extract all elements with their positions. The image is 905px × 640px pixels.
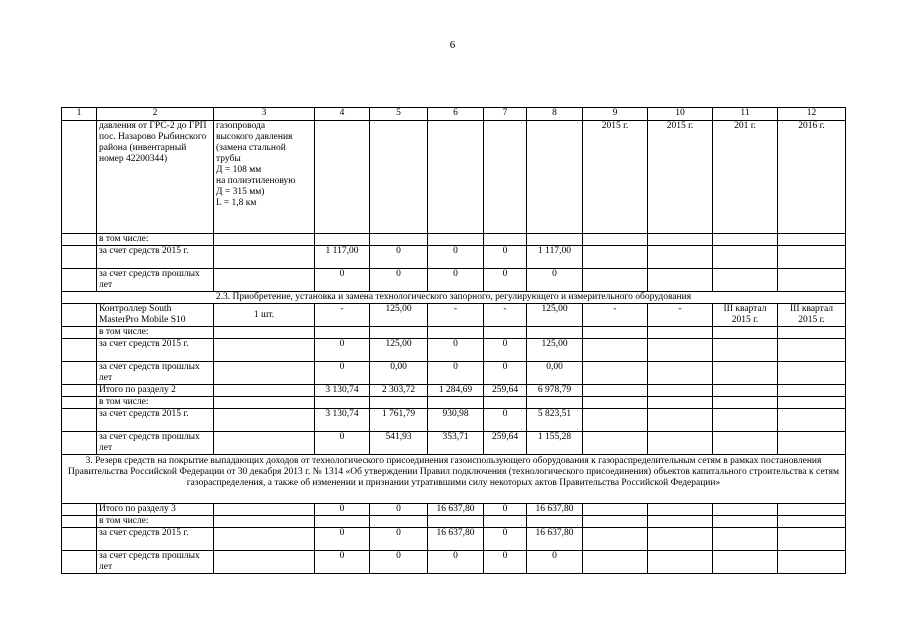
row-label: за счет средств 2015 г. (97, 409, 214, 432)
row-label: за счет средств 2015 г. (97, 339, 214, 362)
table-row (62, 339, 846, 362)
investment-table (61, 107, 846, 574)
table-cell: 0 (315, 432, 370, 455)
table-cell: 16 637,80 (428, 504, 484, 516)
table-cell: 16 637,80 (527, 504, 583, 516)
table-cell: 0 (428, 551, 484, 574)
table-cell: 0 (484, 269, 527, 292)
column-header: 7 (484, 108, 527, 121)
table-cell (370, 121, 428, 234)
table-cell: 6 978,79 (527, 385, 583, 397)
column-header: 9 (583, 108, 648, 121)
table-row (62, 327, 846, 339)
table-cell: 125,00 (370, 304, 428, 327)
table-cell: 1 155,28 (527, 432, 583, 455)
row-label: в том числе: (97, 234, 214, 246)
table-cell: 0 (315, 339, 370, 362)
table-cell: - (484, 304, 527, 327)
table-cell: 1 шт. (214, 304, 315, 327)
object-name-cell: Контроллер South MasterPro Mobile S10 (97, 304, 214, 327)
column-header: 5 (370, 108, 428, 121)
table-cell: 0 (370, 246, 428, 269)
description-line: газопровода (216, 121, 266, 131)
object-description-cell (214, 121, 315, 234)
table-cell: 2016 г. (778, 121, 846, 234)
description-line: Д = 108 мм (216, 165, 262, 175)
table-cell (315, 121, 370, 234)
table-row (62, 528, 846, 551)
column-header: 3 (214, 108, 315, 121)
row-label: Итого по разделу 2 (97, 385, 214, 397)
section-heading-row (62, 455, 846, 504)
table-row (62, 432, 846, 455)
table-cell: 16 637,80 (527, 528, 583, 551)
table-cell (527, 121, 583, 234)
description-line: Д = 315 мм) (216, 187, 265, 197)
table-cell: 1 117,00 (527, 246, 583, 269)
table-cell: 0 (428, 339, 484, 362)
table-cell: 0,00 (370, 362, 428, 385)
column-number-row (62, 108, 846, 121)
table-cell: 0 (315, 362, 370, 385)
table-cell: 0 (527, 551, 583, 574)
column-header: 8 (527, 108, 583, 121)
table-cell: 0 (315, 528, 370, 551)
table-cell: 259,64 (484, 432, 527, 455)
row-label: за счет средств прошлых лет (97, 432, 214, 455)
table-cell: - (428, 304, 484, 327)
table-cell: 0 (370, 528, 428, 551)
description-line: высокого давления (216, 132, 293, 142)
row-label: за счет средств прошлых лет (97, 362, 214, 385)
table-cell: - (648, 304, 713, 327)
table-cell (62, 234, 97, 246)
table-cell (428, 121, 484, 234)
table-cell: 16 637,80 (428, 528, 484, 551)
description-line: трубы (216, 154, 241, 164)
column-header: 10 (648, 108, 713, 121)
table-cell: 930,98 (428, 409, 484, 432)
table-row (62, 362, 846, 385)
row-label: за счет средств 2015 г. (97, 246, 214, 269)
table-cell: 201 г. (713, 121, 778, 234)
description-line: (замена стальной (216, 143, 286, 153)
table-cell: 0 (315, 551, 370, 574)
table-row (62, 516, 846, 528)
table-cell: 0 (370, 504, 428, 516)
total-row (62, 504, 846, 516)
table-cell (484, 121, 527, 234)
table-cell: 0 (315, 504, 370, 516)
table-cell: 0 (484, 339, 527, 362)
table-cell: 3 130,74 (315, 385, 370, 397)
row-label: в том числе: (97, 327, 214, 339)
row-label: Итого по разделу 3 (97, 504, 214, 516)
table-cell: 0 (527, 269, 583, 292)
table-cell: 0 (370, 551, 428, 574)
section-heading: 3. Резерв средств на покрытие выпадающих доходов от технологического присоединения газоиспользующего оборудования к газораспределительным сетям в рамках постановления Правительства Российской Федерации от 30 декабря 2013 г. № 1314 «Об утверждении Правил подключения (технологического присоединения) объектов капитального строительства к сетям газораспределения, а также об изменении и признании утратившими силу некоторых актов Правительства Российской Федерации» (62, 455, 846, 504)
table-cell: 353,71 (428, 432, 484, 455)
table-cell: 2 303,72 (370, 385, 428, 397)
table-cell: 0 (428, 246, 484, 269)
table-cell: 0 (370, 269, 428, 292)
table-row (62, 551, 846, 574)
table-cell: - (583, 304, 648, 327)
total-row (62, 385, 846, 397)
table-cell: 3 130,74 (315, 409, 370, 432)
table-cell: 5 823,51 (527, 409, 583, 432)
column-header: 12 (778, 108, 846, 121)
page-number: 6 (449, 39, 456, 51)
table-row (62, 269, 846, 292)
table-cell: 0 (484, 528, 527, 551)
object-name-cell: давления от ГРС-2 до ГРП пос. Назарово Рыбинского района (инвентарный номер 42200344) (97, 121, 214, 234)
row-label: за счет средств прошлых лет (97, 269, 214, 292)
table-cell: 2015 г. (648, 121, 713, 234)
table-cell: 541,93 (370, 432, 428, 455)
table-cell: 1 284,69 (428, 385, 484, 397)
table-cell: 125,00 (527, 304, 583, 327)
description-line: на полиэтиленовую (216, 176, 296, 186)
table-cell: 0 (484, 409, 527, 432)
table-cell: III квартал 2015 г. (713, 304, 778, 327)
row-label: за счет средств прошлых лет (97, 551, 214, 574)
table-cell: 0 (484, 246, 527, 269)
table-cell: 125,00 (370, 339, 428, 362)
row-label: в том числе: (97, 516, 214, 528)
row-label: за счет средств 2015 г. (97, 528, 214, 551)
table-cell: 125,00 (527, 339, 583, 362)
column-header: 11 (713, 108, 778, 121)
table-row (62, 246, 846, 269)
table-cell: 0,00 (527, 362, 583, 385)
table-cell (62, 121, 97, 234)
table-row (62, 234, 846, 246)
column-header: 2 (97, 108, 214, 121)
table-cell: 0 (484, 362, 527, 385)
table-cell: 2015 г. (583, 121, 648, 234)
table-cell: - (315, 304, 370, 327)
table-cell: 1 117,00 (315, 246, 370, 269)
table-cell: 0 (484, 504, 527, 516)
section-heading-row (62, 292, 846, 304)
table-row (62, 397, 846, 409)
table-cell: 0 (315, 269, 370, 292)
table-cell: 0 (428, 269, 484, 292)
table-cell: III квартал 2015 г. (778, 304, 846, 327)
table-cell: 0 (484, 551, 527, 574)
row-label: в том числе: (97, 397, 214, 409)
table-row (62, 409, 846, 432)
table-cell: 0 (428, 362, 484, 385)
column-header: 4 (315, 108, 370, 121)
description-line: L = 1,8 км (216, 198, 257, 208)
table-row (62, 304, 846, 327)
table-cell: 259,64 (484, 385, 527, 397)
table-row (62, 121, 846, 234)
section-heading: 2.3. Приобретение, установка и замена технологического запорного, регулирующего и измерительного оборудования (62, 292, 846, 304)
column-header: 1 (62, 108, 97, 121)
table-cell: 1 761,79 (370, 409, 428, 432)
column-header: 6 (428, 108, 484, 121)
